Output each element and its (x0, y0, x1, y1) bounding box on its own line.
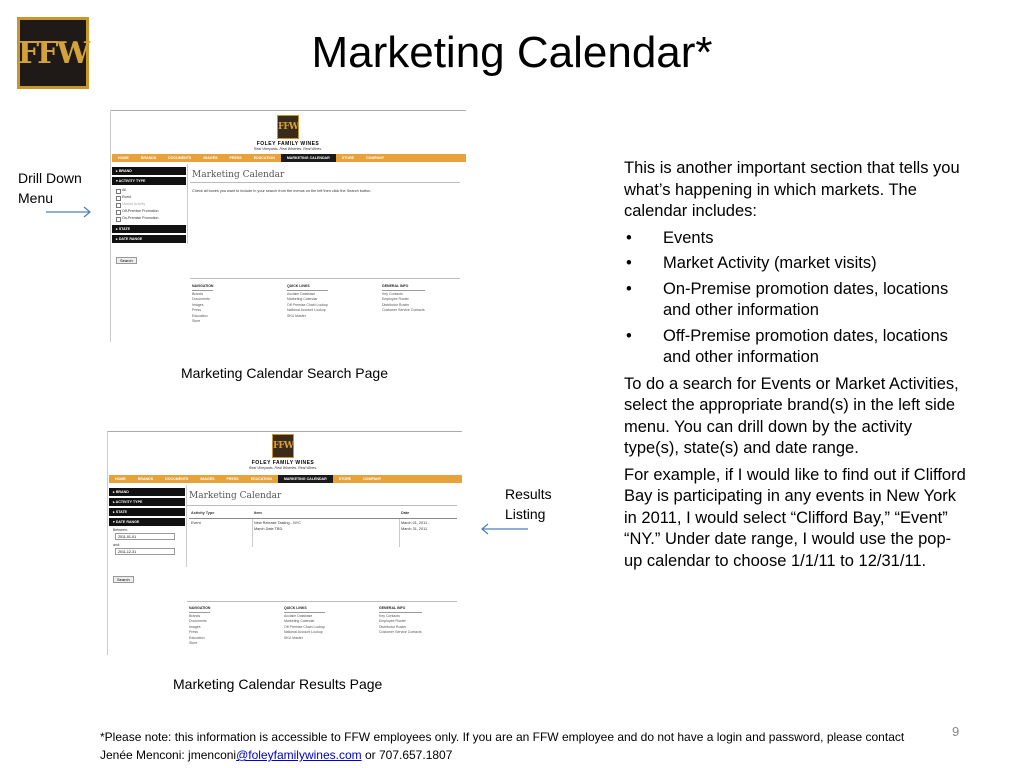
cell-activity-type: Event (191, 521, 201, 525)
page-number: 9 (952, 724, 960, 739)
date-to-field[interactable]: 2011-12-31 (115, 548, 175, 555)
nav-store[interactable]: STORE (338, 477, 352, 481)
footer-quick-links: QUICK LINKS Acclaim Database Marketing Calendar Off Premise Chain Lookup National Account Lookup SKU Master (287, 284, 328, 318)
date-from-field[interactable]: 2011-01-01 (115, 533, 175, 540)
site-footer (192, 284, 462, 334)
list-item: • Market Activity (market visits) (626, 254, 877, 272)
site-footer (189, 606, 459, 654)
cell-date-start: March 01, 2011 - (401, 521, 430, 525)
list-item: • Events (626, 228, 714, 247)
search-button[interactable]: Search (116, 257, 137, 264)
results-sidebar (109, 488, 185, 558)
col-header-item: Item (254, 511, 262, 515)
site-brand-name: FOLEY FAMILY WINES (256, 141, 320, 147)
nav-home[interactable]: HOME (118, 156, 129, 160)
site-tagline: Real Vineyards. Real Wineries. Real Wines. (248, 466, 318, 470)
site-nav (109, 475, 462, 483)
nav-company[interactable]: COMPANY (363, 477, 382, 481)
ffw-logo: FFW (17, 17, 89, 89)
nav-press[interactable]: PRESS (229, 156, 242, 160)
sidebar-state[interactable]: ▸ STATE (109, 508, 185, 516)
cell-item[interactable]: New Release Tasting - NYC (254, 521, 301, 525)
site-tagline: Real Vineyards. Real Wineries. Real Wines. (253, 147, 323, 151)
email-link[interactable]: @foleyfamilywines.com (236, 748, 362, 762)
body-text (624, 158, 969, 577)
page-heading: Marketing Calendar (189, 491, 282, 501)
nav-marketing-calendar[interactable]: MARKETING CALENDAR (278, 475, 333, 483)
footer-quick-links: QUICK LINKS Acclaim Database Marketing Calendar Off Premise Chain Lookup National Account Lookup SKU Master (284, 606, 325, 640)
results-listing-callout: Results Listing (505, 486, 552, 522)
footer-general-info: GENERAL INFO Key Contacts Employee Roster Distributor Roster Customer Service Contacts (379, 606, 422, 634)
results-arrow-icon (478, 522, 528, 536)
search-button[interactable]: Search (113, 576, 134, 583)
footnote: *Please note: this information is accessible to FFW employees only. If you are an FFW employee and do not have a login and password, please contact Jenée Menconi: jmenconi@foleyfamilywines.com or 707.657.1807 (100, 730, 905, 762)
option-all[interactable]: All (112, 187, 186, 194)
site-logo: FFW (277, 115, 299, 139)
and-label: and: (113, 543, 120, 547)
nav-education[interactable]: EDUCATION (250, 477, 272, 481)
nav-press[interactable]: PRESS (226, 477, 239, 481)
between-label: Between: (113, 528, 128, 532)
list-item: • Off-Premise promotion dates, locations and other information (626, 326, 948, 366)
sidebar-state[interactable]: ▸ STATE (112, 225, 186, 233)
nav-company[interactable]: COMPANY (366, 156, 385, 160)
nav-images[interactable]: IMAGES (200, 477, 215, 481)
footer-general-info: GENERAL INFO Key Contacts Employee Roster Distributor Roster Customer Service Contacts (382, 284, 425, 312)
nav-brands[interactable]: BRANDS (137, 477, 154, 481)
nav-education[interactable]: EDUCATION (253, 156, 275, 160)
nav-images[interactable]: IMAGES (203, 156, 218, 160)
search-page-caption: Marketing Calendar Search Page (181, 365, 389, 381)
nav-brands[interactable]: BRANDS (140, 156, 157, 160)
sidebar-date-range[interactable]: ▸ DATE RANGE (112, 235, 186, 243)
option-on-premise[interactable]: On-Premise Promotion (112, 215, 186, 222)
cell-item-note: March Date TBD. (254, 527, 284, 531)
nav-documents[interactable]: DOCUMENTS (165, 477, 189, 481)
example-paragraph: For example, if I would like to find out if Clifford Bay is participating in any events in New York in 2011, I would select “Clifford Bay,” “Event” “NY.” Under date range, I would use the pop-up calendar to choose 1/1/11 to 12/31/11. (624, 465, 966, 570)
site-brand-name: FOLEY FAMILY WINES (251, 460, 315, 466)
footer-navigation: NAVIGATION Brands Documents Images Press Education Store (189, 606, 211, 645)
results-page-screenshot (107, 431, 462, 655)
results-page-caption: Marketing Calendar Results Page (173, 676, 383, 692)
page-heading: Marketing Calendar (192, 170, 285, 180)
intro-paragraph: This is another important section that tells you what’s happening in which markets. The calendar includes: (624, 159, 960, 220)
sidebar-brand[interactable]: ▸ BRAND (109, 488, 185, 496)
feature-list (624, 228, 969, 369)
search-instructions: Check all boxes you want to include in your search from the menus on the left then click the Search button. (192, 189, 372, 193)
nav-home[interactable]: HOME (115, 477, 126, 481)
slide-title: Marketing Calendar* (311, 28, 713, 77)
option-market-activity[interactable]: Market Activity (112, 201, 186, 208)
option-event[interactable]: Event (112, 194, 186, 201)
option-off-premise[interactable]: Off-Premise Promotion (112, 208, 186, 215)
search-sidebar (112, 167, 186, 245)
col-header-activity-type: Activity Type (191, 511, 215, 515)
drill-down-callout: Drill Down Menu (18, 170, 82, 206)
site-nav (112, 154, 466, 162)
footer-navigation: NAVIGATION Brands Documents Images Press Education Store (192, 284, 214, 323)
drill-down-arrow-icon (46, 205, 94, 219)
sidebar-date-range[interactable]: ▾ DATE RANGE (109, 518, 185, 526)
sidebar-activity-type[interactable]: ▸ ACTIVITY TYPE (109, 498, 185, 506)
cell-date-end: March 31, 2011 (401, 527, 428, 531)
search-instructions-paragraph: To do a search for Events or Market Activities, select the appropriate brand(s) in the left side menu. You can drill down by the activity type(s), state(s) and date range. (624, 374, 959, 457)
nav-marketing-calendar[interactable]: MARKETING CALENDAR (281, 154, 336, 162)
search-page-screenshot (110, 110, 466, 342)
nav-documents[interactable]: DOCUMENTS (168, 156, 192, 160)
sidebar-activity-type[interactable]: ▾ ACTIVITY TYPE (112, 177, 186, 185)
sidebar-brand[interactable]: ▸ BRAND (112, 167, 186, 175)
col-header-date: Date (401, 511, 410, 515)
list-item: • On-Premise promotion dates, locations and other information (626, 279, 949, 319)
site-logo: FFW (272, 434, 294, 458)
nav-store[interactable]: STORE (341, 156, 355, 160)
